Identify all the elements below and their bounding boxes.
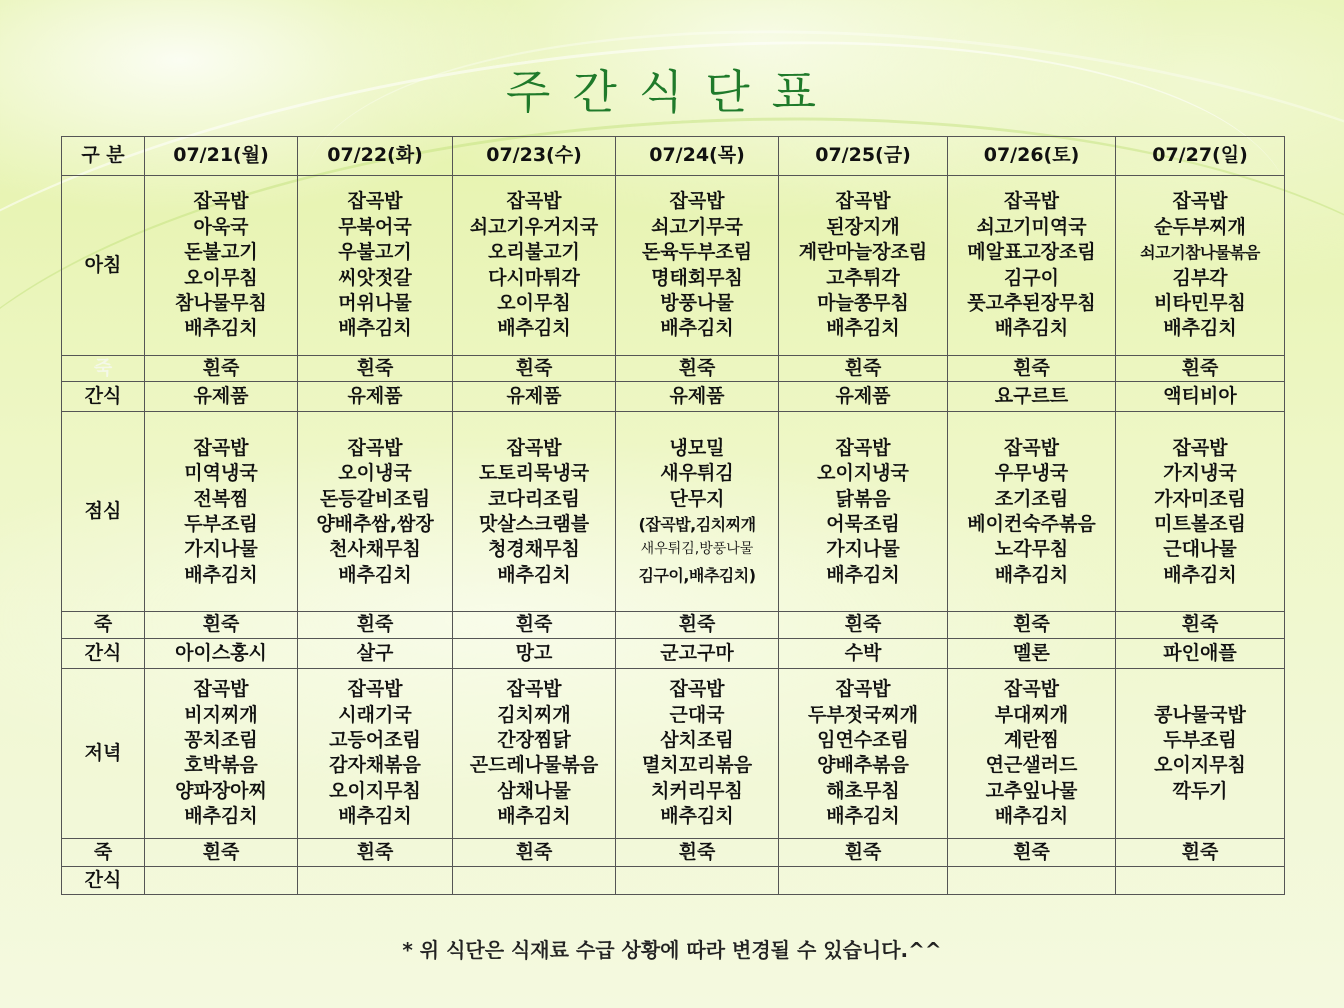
menu-item: 망고 (515, 641, 553, 664)
menu-cell (145, 176, 298, 356)
menu-item: 시래기국 (338, 703, 412, 726)
menu-item: 미트볼조림 (1154, 512, 1246, 535)
menu-item: 잡곡밥 (669, 190, 725, 213)
menu-cell (298, 382, 453, 412)
menu-item: 쇠고기우거지국 (469, 215, 599, 238)
menu-item: 맛살스크램블 (478, 512, 590, 535)
menu-item: 계란찜 (1003, 728, 1060, 751)
menu-item: 양배추볶음 (817, 754, 909, 777)
menu-item: 호박볶음 (184, 754, 258, 777)
menu-item: 무북어국 (338, 215, 412, 238)
day-header: 07/25(금) (779, 137, 948, 176)
menu-item: 근대국 (669, 703, 725, 726)
menu-item: 멜론 (1013, 641, 1050, 664)
day-header: 07/22(화) (298, 137, 453, 176)
menu-cell (948, 668, 1116, 838)
menu-item: 돈불고기 (184, 241, 258, 264)
menu-cell (779, 412, 948, 612)
menu-cell (453, 612, 616, 638)
menu-item: 흰죽 (1181, 840, 1219, 863)
menu-item: 양배추쌈,쌈장 (316, 512, 434, 535)
menu-item: 콩나물국밥 (1154, 703, 1246, 726)
menu-item: 잡곡밥 (193, 190, 249, 213)
menu-item: 흰죽 (1013, 357, 1050, 379)
menu-cell (779, 866, 948, 894)
menu-cell (616, 612, 779, 638)
menu-cell (298, 412, 453, 612)
menu-item: 머위나물 (338, 291, 412, 314)
menu-item: 잡곡밥 (347, 436, 403, 459)
menu-item: 배추김치 (497, 563, 571, 586)
menu-cell (298, 638, 453, 668)
menu-item: 단무지 (669, 487, 725, 510)
menu-item: 유제품 (193, 385, 249, 408)
menu-item: 흰죽 (1181, 357, 1219, 379)
menu-item: 배추김치 (184, 317, 258, 340)
meal-label: 간식 (62, 382, 145, 412)
menu-item: 미역냉국 (184, 462, 258, 485)
menu-item: 김부각 (1172, 266, 1228, 289)
menu-item: 삼채나물 (497, 779, 571, 802)
menu-cell (779, 838, 948, 866)
menu-item: 다시마튀각 (488, 266, 580, 289)
menu-item: 배추김치 (826, 805, 900, 828)
menu-cell (616, 866, 779, 894)
menu-item: 멸치꼬리볶음 (641, 754, 753, 777)
meal-label: 간식 (62, 866, 145, 894)
menu-item: 배추김치 (1163, 317, 1237, 340)
menu-item: 흰죽 (844, 357, 882, 379)
snack-row (62, 638, 1285, 668)
menu-item: 흰죽 (1181, 613, 1219, 636)
meal-label: 아침 (62, 176, 145, 356)
menu-cell (779, 356, 948, 382)
menu-cell (453, 382, 616, 412)
menu-cell (616, 176, 779, 356)
menu-cell (145, 838, 298, 866)
menu-item: 두부조림 (1163, 728, 1237, 751)
menu-cell (616, 412, 779, 612)
menu-item: 청경채무침 (488, 538, 580, 561)
menu-item: 배추김치 (994, 563, 1069, 586)
menu-item: 잡곡밥 (1172, 436, 1228, 459)
menu-cell (616, 838, 779, 866)
menu-item: 잡곡밥 (193, 436, 249, 459)
menu-item: 연근샐러드 (985, 754, 1078, 777)
menu-item: 참나물무침 (175, 291, 267, 314)
menu-item: 고등어조림 (329, 728, 421, 751)
menu-item: 흰죽 (678, 840, 716, 863)
menu-cell (948, 382, 1116, 412)
menu-item: 베이컨숙주볶음 (967, 512, 1096, 535)
menu-item: 잡곡밥 (506, 190, 562, 213)
menu-cell (1116, 412, 1285, 612)
menu-item: 배추김치 (826, 317, 900, 340)
menu-item: 김구이 (1003, 266, 1060, 289)
menu-item: 배추김치 (338, 805, 412, 828)
menu-item: 어묵조림 (826, 512, 900, 535)
menu-item: 닭볶음 (835, 487, 891, 510)
menu-cell (1116, 866, 1285, 894)
menu-item: 유제품 (506, 385, 562, 408)
header-row (62, 137, 1285, 176)
menu-cell (1116, 356, 1285, 382)
menu-item: 배추김치 (338, 317, 412, 340)
menu-cell (779, 612, 948, 638)
menu-item: 흰죽 (202, 613, 240, 636)
menu-cell (145, 356, 298, 382)
breakfast-row (62, 176, 1285, 356)
menu-cell (145, 412, 298, 612)
menu-item: 유제품 (835, 385, 891, 408)
menu-item: 유제품 (347, 385, 403, 408)
menu-cell (145, 382, 298, 412)
menu-item: 흰죽 (1013, 840, 1050, 863)
menu-cell (948, 176, 1116, 356)
menu-cell (948, 356, 1116, 382)
menu-cell (616, 382, 779, 412)
menu-item: 양파장아찌 (175, 779, 267, 802)
menu-item: 메알표고장조림 (967, 241, 1096, 264)
menu-item: 노각무침 (994, 538, 1069, 561)
menu-item: 흰죽 (515, 613, 553, 636)
menu-item: 흰죽 (678, 357, 716, 379)
menu-item: 가지냉국 (1163, 462, 1237, 485)
porridge-row (62, 356, 1285, 382)
meal-label: 죽 (62, 356, 145, 382)
menu-item: 배추김치 (994, 805, 1069, 828)
meal-label: 간식 (62, 638, 145, 668)
menu-item: 오이지무침 (1154, 754, 1246, 777)
menu-cell (145, 638, 298, 668)
menu-item: 코다리조림 (488, 487, 580, 510)
menu-cell (453, 866, 616, 894)
menu-item: 오이무침 (497, 291, 571, 314)
menu-cell (453, 638, 616, 668)
menu-item: 잡곡밥 (669, 678, 725, 701)
menu-cell (453, 668, 616, 838)
menu-item: 우불고기 (338, 241, 412, 264)
day-header: 07/26(토) (948, 137, 1116, 176)
menu-item: 배추김치 (660, 805, 734, 828)
menu-item: 잡곡밥 (347, 190, 403, 213)
menu-item: 임연수조림 (817, 728, 909, 751)
header-label: 구 분 (62, 137, 145, 176)
menu-item: (잡곡밥,김치찌개 (638, 514, 756, 534)
porridge-row (62, 838, 1285, 866)
meal-label: 죽 (62, 838, 145, 866)
menu-item: 요구르트 (994, 385, 1069, 408)
menu-item: 흰죽 (356, 613, 394, 636)
menu-cell (298, 866, 453, 894)
menu-item: 배추김치 (497, 805, 571, 828)
menu-cell (1116, 668, 1285, 838)
menu-item: 비지찌개 (184, 703, 258, 726)
menu-item: 오리불고기 (488, 241, 580, 264)
menu-item: 잡곡밥 (835, 678, 891, 701)
menu-item: 흰죽 (202, 357, 240, 379)
menu-cell (145, 866, 298, 894)
menu-item: 근대나물 (1163, 538, 1237, 561)
day-header: 07/21(월) (145, 137, 298, 176)
menu-cell (779, 638, 948, 668)
menu-cell (948, 838, 1116, 866)
menu-item: 배추김치 (184, 805, 258, 828)
menu-item: 깍두기 (1172, 779, 1228, 802)
menu-item: 김치찌개 (497, 703, 571, 726)
menu-item: 흰죽 (844, 613, 882, 636)
menu-item: 쇠고기참나물볶음 (1140, 243, 1260, 263)
dinner-row (62, 668, 1285, 838)
menu-cell (1116, 382, 1285, 412)
menu-item: 가자미조림 (1154, 487, 1246, 510)
menu-item: 배추김치 (338, 563, 412, 586)
menu-item: 흰죽 (356, 840, 394, 863)
menu-cell (616, 668, 779, 838)
menu-item: 오이냉국 (338, 462, 412, 485)
menu-cell (298, 668, 453, 838)
menu-item: 수박 (844, 641, 882, 664)
meal-label: 저녁 (62, 668, 145, 838)
menu-cell (616, 356, 779, 382)
menu-cell (298, 356, 453, 382)
menu-item: 파인애플 (1163, 641, 1237, 664)
menu-item: 새우튀김,방풍나물 (640, 541, 754, 558)
menu-cell (948, 612, 1116, 638)
menu-item: 배추김치 (497, 317, 571, 340)
day-header: 07/27(일) (1116, 137, 1285, 176)
lunch-row (62, 412, 1285, 612)
menu-item: 가지나물 (184, 538, 258, 561)
day-header: 07/23(수) (453, 137, 616, 176)
menu-item: 씨앗젓갈 (338, 266, 412, 289)
menu-item: 잡곡밥 (506, 436, 562, 459)
menu-item: 쇠고기무국 (651, 215, 743, 238)
menu-cell (1116, 638, 1285, 668)
menu-item: 잡곡밥 (1003, 190, 1060, 213)
menu-item: 도토리묵냉국 (478, 462, 590, 485)
menu-item: 흰죽 (515, 357, 553, 379)
menu-item: 잡곡밥 (506, 678, 562, 701)
menu-item: 흰죽 (1013, 613, 1050, 636)
menu-item: 가지나물 (826, 538, 900, 561)
menu-cell (145, 668, 298, 838)
meal-label: 점심 (62, 412, 145, 612)
menu-cell (298, 838, 453, 866)
menu-item: 곤드레나물볶음 (469, 754, 599, 777)
menu-item: 부대찌개 (994, 703, 1069, 726)
menu-cell (453, 356, 616, 382)
menu-item: 감자채볶음 (329, 754, 421, 777)
menu-cell (453, 838, 616, 866)
menu-item: 풋고추된장무침 (967, 291, 1096, 314)
menu-item: 치커리무침 (651, 779, 743, 802)
menu-item: 배추김치 (660, 317, 734, 340)
menu-item: 잡곡밥 (835, 436, 891, 459)
menu-cell (948, 412, 1116, 612)
day-header: 07/24(목) (616, 137, 779, 176)
menu-item: 삼치조림 (660, 728, 734, 751)
menu-item: 방풍나물 (660, 291, 734, 314)
menu-item: 계란마늘장조림 (798, 241, 928, 264)
menu-cell (1116, 838, 1285, 866)
menu-item: 두부조림 (184, 512, 258, 535)
meal-label: 죽 (62, 612, 145, 638)
menu-item: 두부젓국찌개 (807, 703, 919, 726)
menu-item: 김구이,배추김치) (638, 565, 756, 585)
snack-row (62, 866, 1285, 894)
menu-item: 아이스홍시 (175, 641, 267, 664)
menu-item: 오이지냉국 (817, 462, 909, 485)
menu-item: 전복찜 (193, 487, 249, 510)
menu-item: 잡곡밥 (347, 678, 403, 701)
snack-row (62, 382, 1285, 412)
menu-item: 아욱국 (193, 215, 249, 238)
menu-item: 돈육두부조림 (641, 241, 753, 264)
menu-item: 잡곡밥 (1003, 678, 1060, 701)
menu-item: 비타민무침 (1154, 291, 1246, 314)
menu-cell (1116, 612, 1285, 638)
menu-item: 군고구마 (660, 641, 734, 664)
menu-item: 순두부찌개 (1154, 215, 1246, 238)
menu-item: 살구 (356, 641, 394, 664)
menu-item: 흰죽 (844, 840, 882, 863)
menu-item: 해초무침 (826, 779, 900, 802)
menu-item: 유제품 (669, 385, 725, 408)
menu-cell (779, 382, 948, 412)
footnote: * 위 식단은 식재료 수급 상황에 따라 변경될 수 있습니다.^^ (402, 938, 942, 962)
menu-cell (453, 412, 616, 612)
menu-item: 우무냉국 (994, 462, 1069, 485)
menu-item: 잡곡밥 (1172, 190, 1228, 213)
menu-cell (298, 176, 453, 356)
page-title: 주간식단표 (505, 65, 839, 119)
menu-item: 냉모밀 (669, 436, 725, 459)
menu-cell (145, 612, 298, 638)
menu-item: 잡곡밥 (193, 678, 249, 701)
menu-cell (298, 612, 453, 638)
menu-cell (779, 176, 948, 356)
menu-item: 액티비아 (1163, 385, 1237, 408)
menu-item: 흰죽 (515, 840, 553, 863)
menu-cell (1116, 176, 1285, 356)
menu-cell (616, 638, 779, 668)
menu-cell (948, 866, 1116, 894)
menu-item: 배추김치 (1163, 563, 1237, 586)
porridge-row (62, 612, 1285, 638)
menu-item: 새우튀김 (660, 462, 734, 485)
menu-item: 배추김치 (184, 563, 258, 586)
menu-item: 잡곡밥 (1003, 436, 1060, 459)
menu-item: 된장지개 (826, 215, 900, 238)
menu-cell (779, 668, 948, 838)
menu-cell (948, 638, 1116, 668)
menu-item: 고추잎나물 (985, 779, 1078, 802)
menu-item: 흰죽 (356, 357, 394, 379)
menu-item: 명태회무침 (651, 266, 743, 289)
menu-item: 고추튀각 (826, 266, 900, 289)
menu-item: 배추김치 (994, 317, 1069, 340)
menu-item: 배추김치 (826, 563, 900, 586)
menu-item: 오이지무침 (329, 779, 421, 802)
menu-item: 마늘쫑무침 (817, 291, 909, 314)
menu-item: 돈등갈비조림 (319, 487, 431, 510)
menu-item: 오이무침 (184, 266, 258, 289)
menu-item: 꽁치조림 (184, 728, 258, 751)
menu-item: 천사채무침 (329, 538, 421, 561)
menu-cell (453, 176, 616, 356)
menu-item: 흰죽 (678, 613, 716, 636)
weekly-menu-table (61, 136, 1285, 895)
menu-item: 잡곡밥 (835, 190, 891, 213)
menu-item: 흰죽 (202, 840, 240, 863)
menu-item: 조기조림 (994, 487, 1069, 510)
menu-item: 쇠고기미역국 (976, 215, 1087, 238)
menu-item: 간장찜닭 (497, 728, 571, 751)
